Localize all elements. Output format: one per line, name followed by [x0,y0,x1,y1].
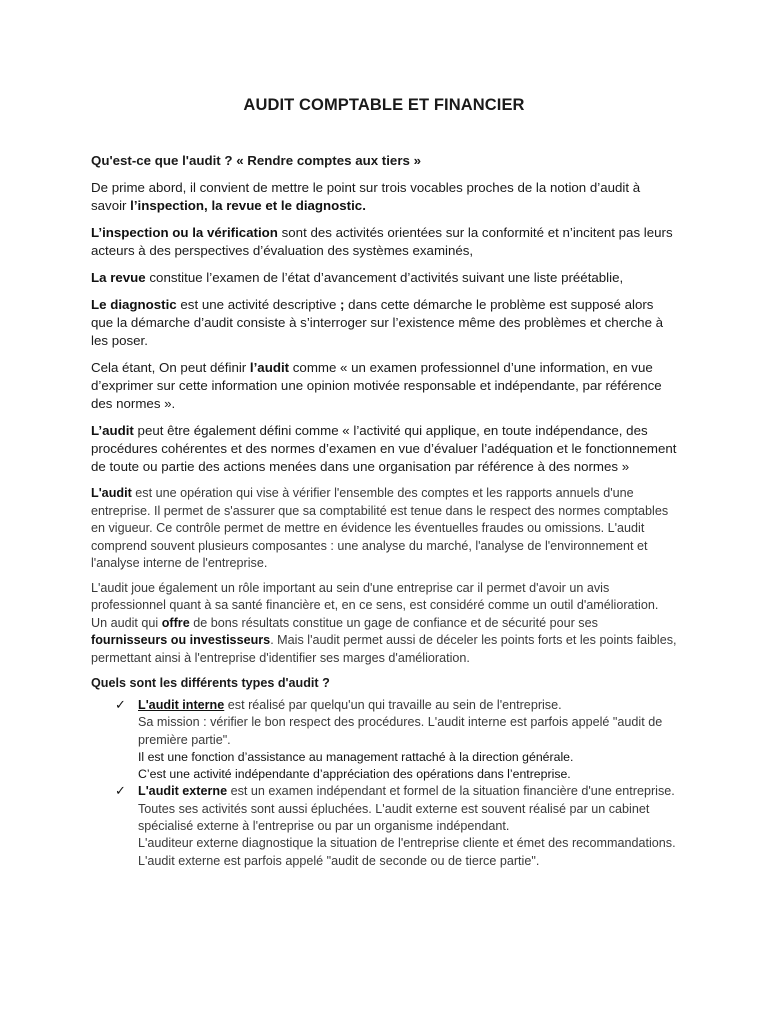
paragraph-audit-role: L'audit joue également un rôle important au sein d'une entreprise car il permet d'avoir un avis professionnel quant à sa santé financière et, en ce sens, est considéré comme un outil d'amélioration. Un audit qui offre de bons résultats constitue un gage de confiance et de sécurité pour ses fournisseurs ou investisseurs. Mais l'audit permet aussi de déceler les points forts et les points faibles, permettant ainsi à l'entreprise d'identifier ses marges d'amélioration. [91,580,677,665]
audit-types-list [91,697,677,870]
document-page [91,96,677,870]
paragraph-revue: La revue constitue l’examen de l’état d’avancement d’activités suivant une liste préétablie, [91,270,624,285]
paragraph-inspection: L’inspection ou la vérification sont des activités orientées sur la conformité et n’incitent pas leurs acteurs à des perspectives d’évaluation des systèmes examinés, [91,225,673,258]
paragraph-diagnostic: Le diagnostic est une activité descriptive ; dans cette démarche le problème est supposé alors que la démarche d’audit consiste à s’interroger sur l’existence même des problèmes et cherche à les poser. [91,297,664,348]
question-heading-2: Quels sont les différents types d'audit ? [91,676,330,690]
document-title: AUDIT COMPTABLE ET FINANCIER [243,96,525,114]
paragraph-definition-2: L’audit peut être également défini comme « l’activité qui applique, en toute indépendance, des procédures cohérentes et des normes d’examen en vue d’évaluer l’adéquation et le fonctionnement de toute ou partie des actions menées dans une organisation par référence à des normes » [91,423,677,474]
paragraph-audit-operation: L'audit est une opération qui vise à vérifier l'ensemble des comptes et les rapports annuels d'une entreprise. Il permet de s'assurer que sa comptabilité est tenue dans le respect des normes comptables en vigueur. Ce contrôle permet de mettre en évidence les éventuelles fraudes ou omissions. L'audit comprend souvent plusieurs composantes : une analyse du marché, l'analyse de l'environnement et l'analyse interne de l'entreprise. [91,486,669,570]
list-item-audit-interne: ✓ L'audit interne est réalisé par quelqu'un qui travaille au sein de l'entreprise. Sa mission : vérifier le bon respect des procédures. L'audit interne est parfois appelé "audit de première partie". Il est une fonction d’assistance au management rattaché à la direction générale. C’est une activité indépendante d’appréciation des opérations dans l’entreprise. [115,698,663,782]
paragraph-definition-1: Cela étant, On peut définir l’audit comme « un examen professionnel d’une information, en vue d’exprimer sur cette information une opinion motivée responsable et indépendante, par référence des normes ». [91,360,662,411]
paragraph-vocables: De prime abord, il convient de mettre le point sur trois vocables proches de la notion d’audit à savoir l’inspection, la revue et le diagnostic. [91,180,641,213]
list-item-audit-externe: ✓ L'audit externe est un examen indépendant et formel de la situation financière d'une entreprise. Toutes ses activités sont aussi épluchées. L'audit externe est souvent réalisé par un cabinet spécialisé externe à l'entreprise ou par un organisme indépendant. L'auditeur externe diagnostique la situation de l'entreprise cliente et émet des recommandations. L'audit externe est parfois appelé "audit de seconde ou de tierce partie". [115,784,676,868]
checkmark-icon: ✓ [115,784,126,800]
question-heading-1: Qu'est-ce que l'audit ? « Rendre comptes aux tiers » [91,153,421,168]
checkmark-icon: ✓ [115,698,126,713]
